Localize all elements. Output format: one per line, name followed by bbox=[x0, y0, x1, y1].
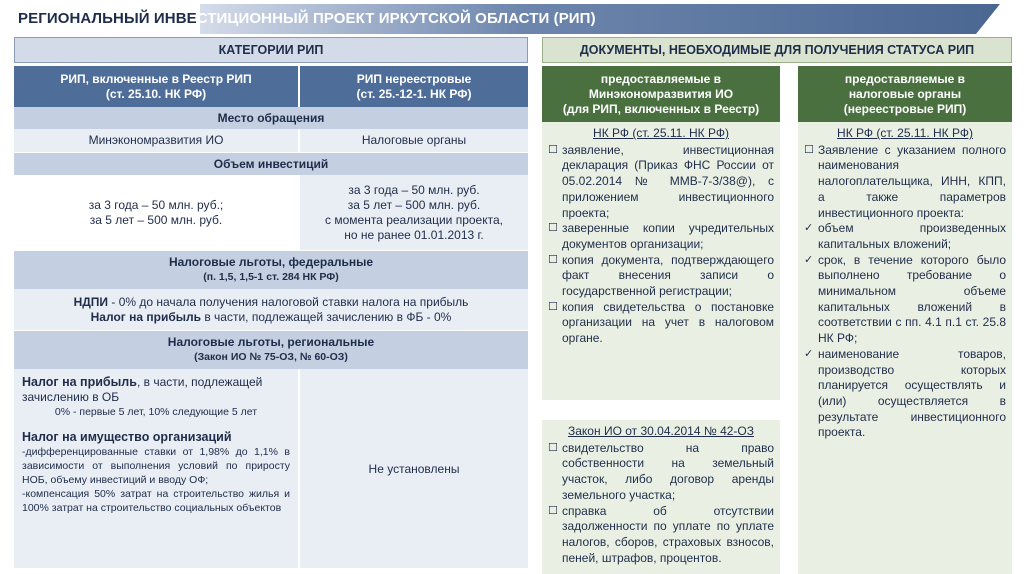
fed-benefits-values: НДПИ - 0% до начала получения налоговой ставки налога на прибыль Налог на прибыль в части, подлежащей зачислению в ФБ - 0% bbox=[14, 289, 528, 331]
list-item: ✓ срок, в течение которого было выполнено требование о минимальном объеме капитальных вложений в соответствии с пп. 4.1 п.1 ст. 25.8 НК РФ; bbox=[804, 252, 1006, 346]
reg-benefits-nonreestr: Не установлены bbox=[300, 369, 528, 568]
invest-reestr: за 3 года – 50 млн. руб.; за 5 лет – 500 млн. руб. bbox=[14, 175, 300, 251]
fed-benefits-head: Налоговые льготы, федеральные (п. 1,5, 1,5-1 ст. 284 НК РФ) bbox=[14, 251, 528, 289]
col-reestr-head: РИП, включенные в Реестр РИП (ст. 25.10. НК РФ) bbox=[14, 66, 300, 107]
checkmark-icon: ✓ bbox=[804, 253, 814, 266]
checkmark-icon: ✓ bbox=[804, 222, 814, 235]
docs-reestr-regional-law: Закон ИО от 30.04.2014 № 42-ОЗ ☐ свидетельство на право собственности на земельный участок, либо договор аренды земельного участка; ☐ справка об отсутствии задолженности по уплате по уплате налогов, сборов, страховых взносов, пеней, штрафов, процентов. bbox=[542, 420, 780, 574]
invest-head: Объем инвестиций bbox=[14, 153, 528, 175]
list-item: ✓ наименование товаров, производство которых планируется осуществлять и (или) осуществляется в результате инвестиционного проекта. bbox=[804, 346, 1006, 440]
categories-header: КАТЕГОРИИ РИП bbox=[14, 37, 528, 63]
invest-nonreestr: за 3 года – 50 млн. руб. за 5 лет – 500 млн. руб. с момента реализации проекта, но не ранее 01.01.2013 г. bbox=[300, 175, 528, 251]
title-part-dark: РЕГИОНАЛЬНЫЙ ИНВЕ bbox=[18, 10, 197, 27]
place-nonreestr: Налоговые органы bbox=[300, 129, 528, 153]
page-title bbox=[18, 10, 596, 27]
docs-nonreestr-head: предоставляемые в налоговые органы (нереестровые РИП) bbox=[798, 66, 1012, 122]
list-item: ☐ заявление, инвестиционная декларация (Приказ ФНС России от 05.02.2014 № ММВ-7-3/38@), с приложением инвестиционного проекта; bbox=[548, 142, 774, 220]
documents-header: ДОКУМЕНТЫ, НЕОБХОДИМЫЕ ДЛЯ ПОЛУЧЕНИЯ СТАТУСА РИП bbox=[542, 37, 1012, 63]
checkbox-icon: ☐ bbox=[548, 300, 558, 313]
docs-reestr-column bbox=[542, 66, 780, 574]
reg-benefits-head: Налоговые льготы, региональные (Закон ИО № 75-ОЗ, № 60-ОЗ) bbox=[14, 331, 528, 369]
docs-nonreestr-body: НК РФ (ст. 25.11. НК РФ) ☐ Заявление с указанием полного наименования налогоплательщика, ИНН, КПП, а также параметров инвестиционного проекта: ✓ объем произведенных капитальных вложений; ✓ срок, в течение которого было выполнено требование о минимальном объеме капитальных вложений в соответствии с пп. 4.1 п.1 ст. 25.8 НК РФ; ✓ наименование товаров, производство которых планируется осуществлять и (или) осуществляется в результате инвестиционного проекта. bbox=[798, 122, 1012, 574]
list-item: ☐ свидетельство на право собственности на земельный участок, либо договор аренды земельного участка; bbox=[548, 440, 774, 502]
reg-benefits-reestr: Налог на прибыль, в части, подлежащей зачислению в ОБ 0% - первые 5 лет, 10% следующие 5 лет Налог на имущество организаций -дифференцированные ставки от 1,98% до 1,1% в зависимости от выполнения условий по приросту НОБ, объему инвестиций и вводу ОФ; -компенсация 50% затрат на строительство жилья и 100% затрат на строительство социальных объектов bbox=[14, 369, 300, 568]
place-reestr: Минэкономразвития ИО bbox=[14, 129, 300, 153]
docs-reestr-tax-code: НК РФ (ст. 25.11. НК РФ) ☐ заявление, инвестиционная декларация (Приказ ФНС России от 05.02.2014 № ММВ-7-3/38@), с приложением инвестиционного проекта; ☐ заверенные копии учредительных документов организации; ☐ копия документа, подтверждающего факт внесения записи о государственной регистрации; ☐ копия свидетельства о постановке организации на учет в налоговом органе. bbox=[542, 122, 780, 400]
list-item: ☐ Заявление с указанием полного наименования налогоплательщика, ИНН, КПП, а также параметров инвестиционного проекта: bbox=[804, 142, 1006, 220]
list-item: ☐ копия свидетельства о постановке организации на учет в налоговом органе. bbox=[548, 299, 774, 346]
title-part-light: СТИЦИОННЫЙ ПРОЕКТ ИРКУТСКОЙ ОБЛАСТИ (РИП) bbox=[196, 10, 596, 27]
categories-table bbox=[14, 66, 528, 568]
list-item: ☐ заверенные копии учредительных документов организации; bbox=[548, 221, 774, 251]
docs-nonreestr-column bbox=[798, 66, 1012, 574]
docs-reestr-head: предоставляемые в Минэкономразвития ИО (для РИП, включенных в Реестр) bbox=[542, 66, 780, 122]
list-item: ☐ копия документа, подтверждающего факт внесения записи о государственной регистрации; bbox=[548, 252, 774, 299]
checkbox-icon: ☐ bbox=[548, 143, 558, 156]
checkbox-icon: ☐ bbox=[548, 253, 558, 266]
list-item: ☐ справка об отсутствии задолженности по уплате по уплате налогов, сборов, страховых взносов, пеней, штрафов, процентов. bbox=[548, 503, 774, 565]
checkbox-icon: ☐ bbox=[548, 441, 558, 454]
checkbox-icon: ☐ bbox=[548, 222, 558, 235]
title-banner bbox=[0, 4, 1010, 34]
checkmark-icon: ✓ bbox=[804, 347, 814, 360]
list-item: ✓ объем произведенных капитальных вложений; bbox=[804, 221, 1006, 251]
checkbox-icon: ☐ bbox=[804, 143, 814, 156]
col-nonreestr-head: РИП нереестровые (ст. 25.-12-1. НК РФ) bbox=[300, 66, 528, 107]
checkbox-icon: ☐ bbox=[548, 504, 558, 517]
place-head: Место обращения bbox=[14, 107, 528, 129]
